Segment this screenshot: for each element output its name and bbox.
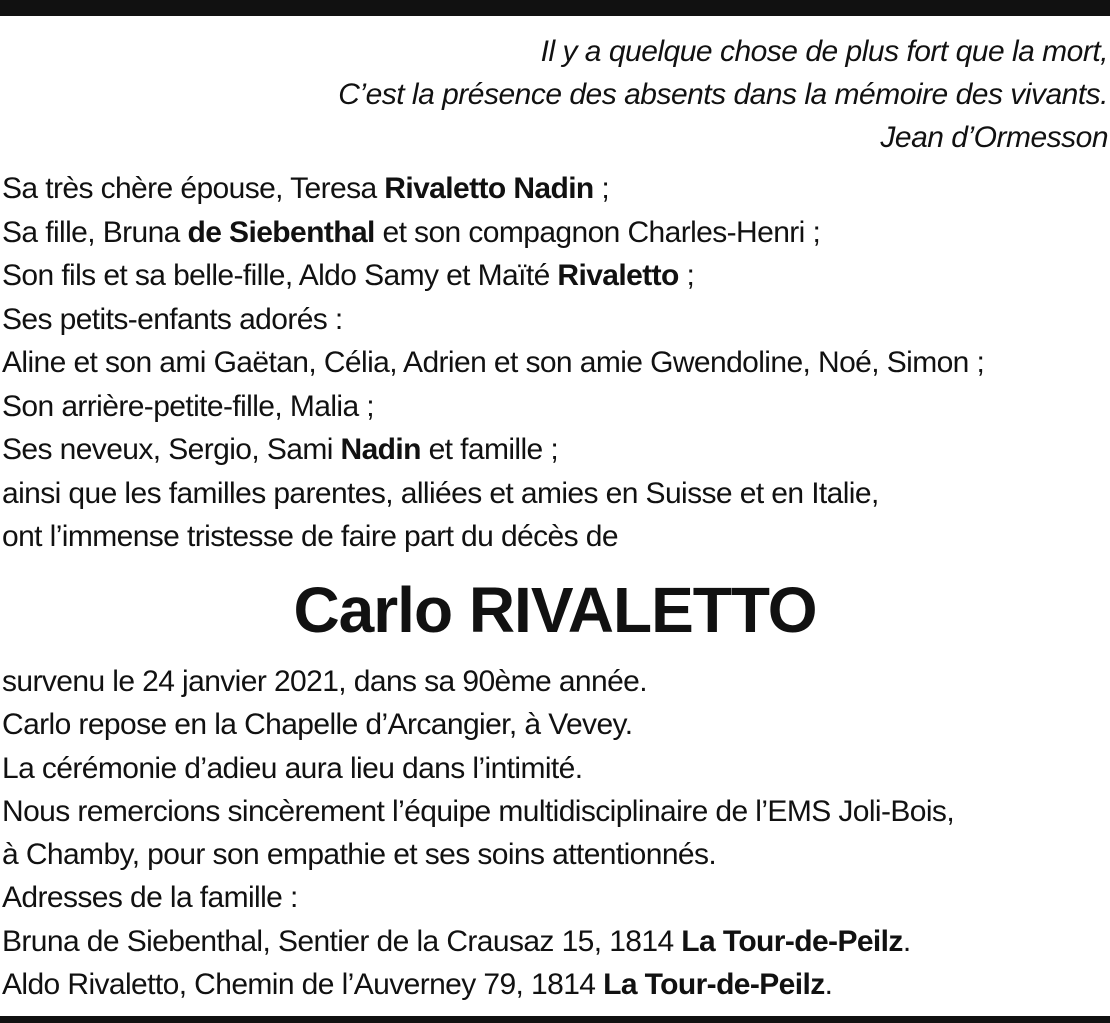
text: Bruna de Siebenthal, Sentier de la Crausaz 15, 1814 xyxy=(2,924,682,958)
epigraph-quote xyxy=(108,30,1108,159)
text: Sa fille, Bruna xyxy=(2,215,188,249)
epigraph-line-1: Il y a quelque chose de plus fort que la mort, xyxy=(540,35,1108,68)
family-line-nephews xyxy=(2,428,984,472)
town-name: La Tour-de-Peilz xyxy=(603,968,825,1002)
text: Sa très chère épouse, Teresa xyxy=(2,172,385,205)
family-line-daughter xyxy=(2,211,984,255)
text: Aldo Rivaletto, Chemin de l’Auverney 79, 1814 xyxy=(2,968,604,1002)
details-date-line: survenu le 24 janvier 2021, dans sa 90ème année. xyxy=(2,665,647,698)
family-line-spouse xyxy=(2,167,984,211)
details-thanks-line-1: Nous remercions sincèrement l’équipe multidisciplinaire de l’EMS Joli-Bois, xyxy=(2,794,955,828)
text: ; xyxy=(593,172,610,205)
text: . xyxy=(902,924,911,958)
details-ceremony-line: La cérémonie d’adieu aura lieu dans l’intimité. xyxy=(2,751,583,785)
details-thanks-line-2: à Chamby, pour son empathie et ses soins attentionnés. xyxy=(2,838,717,872)
text: Ses neveux, Sergio, Sami xyxy=(2,433,341,466)
daughter-surname: de Siebenthal xyxy=(187,215,375,249)
epigraph-author: Jean d’Ormesson xyxy=(880,121,1108,154)
epigraph-line-2: C’est la présence des absents dans la mémoire des vivants. xyxy=(338,78,1108,111)
text: Son fils et sa belle-fille, Aldo Samy et Maïté xyxy=(2,259,558,292)
bottom-border-rule xyxy=(0,1016,1110,1023)
spouse-surname: Rivaletto Nadin xyxy=(384,172,594,205)
death-details xyxy=(2,660,954,1006)
family-line-great-granddaughter: Son arrière-petite-fille, Malia ; xyxy=(2,389,375,423)
text: et son compagnon Charles-Henri ; xyxy=(374,215,821,249)
details-addresses-heading: Adresses de la famille : xyxy=(2,881,298,915)
details-address-aldo xyxy=(2,963,954,1006)
text: ; xyxy=(678,259,695,292)
text: et famille ; xyxy=(420,433,559,466)
family-line-announcement: ont l’immense tristesse de faire part du décès de xyxy=(2,520,618,553)
family-line-relatives: ainsi que les familles parentes, alliées et amies en Suisse et en Italie, xyxy=(2,476,879,510)
family-line-son xyxy=(2,254,984,298)
details-address-bruna xyxy=(2,920,954,963)
town-name: La Tour-de-Peilz xyxy=(681,924,903,958)
son-surname: Rivaletto xyxy=(557,259,679,292)
top-border-rule xyxy=(0,0,1110,16)
family-line-grandchildren: Aline et son ami Gaëtan, Célia, Adrien et son amie Gwendoline, Noé, Simon ; xyxy=(2,346,985,379)
text: . xyxy=(824,968,833,1002)
nephews-surname: Nadin xyxy=(340,433,421,466)
family-line-grandchildren-heading: Ses petits-enfants adorés : xyxy=(2,302,343,336)
family-announcement xyxy=(2,167,984,559)
deceased-name: Carlo RIVALETTO xyxy=(293,574,817,646)
details-rest-place-line: Carlo repose en la Chapelle d’Arcangier, à Vevey. xyxy=(2,708,633,742)
